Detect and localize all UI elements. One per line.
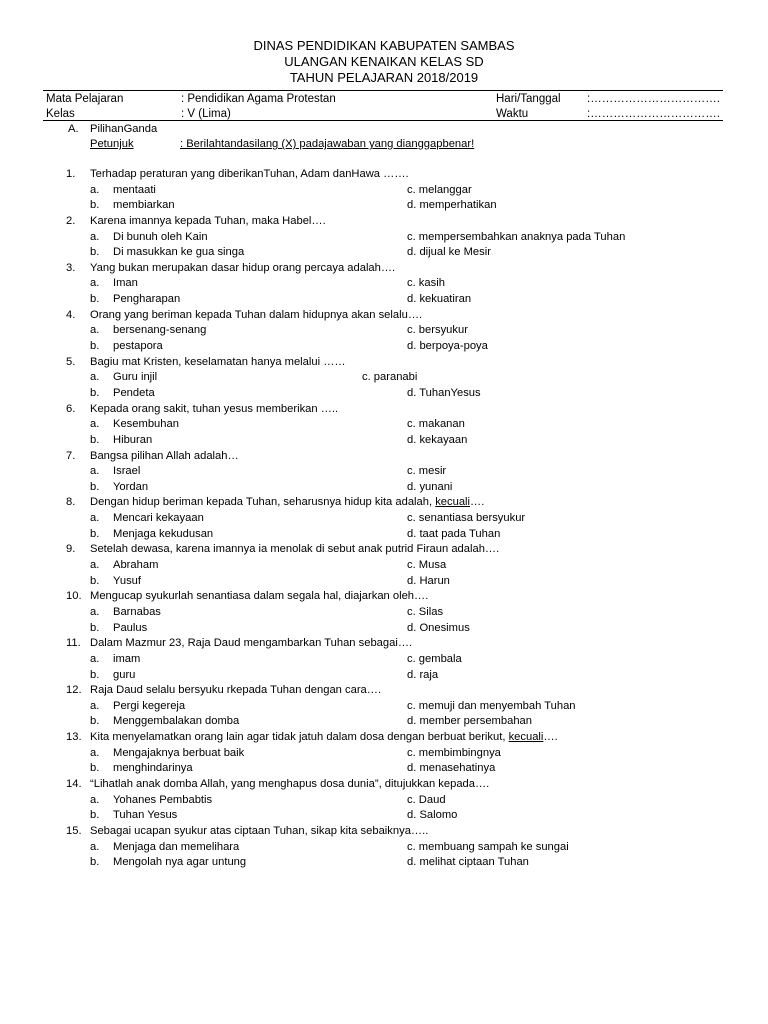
option-a: bersenang-senang [113,324,207,337]
option-row-b [0,527,768,543]
question-text-main: Dengan hidup beriman kepada Tuhan, seharusnya hidup kita adalah, [90,496,436,509]
option-row-a [0,793,768,809]
option-c: c. paranabi [362,371,418,384]
option-a: Barnabas [113,605,161,618]
option-row-b [0,339,768,355]
option-row-a [0,699,768,715]
option-letter: a. [90,465,100,478]
question-text: Karena imannya kepada Tuhan, maka Habel…. [90,214,326,227]
option-row-a [0,840,768,856]
option-row-a [0,183,768,199]
option-a: Menjaga dan memelihara [113,840,240,853]
option-a: Di bunuh oleh Kain [113,230,208,243]
question-12 [0,683,768,699]
time-value: :……………………………. [587,108,720,120]
option-a: Mengajaknya berbuat baik [113,746,245,759]
option-letter: a. [90,652,100,665]
question-text-emphasis: kecuali [508,731,544,744]
question-13 [0,730,768,746]
option-row-b [0,480,768,496]
option-letter: b. [90,621,100,634]
question-8 [0,495,768,511]
question-text: Bangsa pilihan Allah adalah… [90,449,239,462]
option-b: Mengolah nya agar untung [113,856,247,869]
question-text [90,730,558,745]
subject-value: : Pendidikan Agama Protestan [181,93,336,105]
header-year: TAHUN PELAJARAN 2018/2019 [289,70,479,85]
instruction-row [0,137,768,152]
question-11 [0,636,768,652]
question-number: 7. [66,449,76,462]
option-row-a [0,417,768,433]
document-header [0,38,768,86]
option-d: d. Salomo [407,809,458,822]
question-number: 1. [66,168,76,180]
question-text: Setelah dewasa, karena imannya ia menolak di sebut anak putrid Firaun adalah…. [90,543,500,556]
option-letter: a. [90,793,100,806]
option-row-b [0,761,768,777]
question-text-emphasis: kecuali [435,496,471,509]
option-letter: a. [90,512,100,525]
option-letter: b. [90,293,100,306]
question-number: 2. [66,214,76,227]
option-letter: b. [90,809,100,822]
option-c: c. Silas [407,605,444,618]
option-b: Menjaga kekudusan [113,527,214,540]
question-14 [0,777,768,793]
question-2 [0,214,768,230]
option-c: c. memuji dan menyembah Tuhan [407,699,576,712]
option-d: d. kekuatiran [407,293,472,306]
class-value: : V (Lima) [181,108,231,120]
option-row-a [0,511,768,527]
option-d: d. berpoya-poya [407,340,488,353]
question-text: Bagiu mat Kristen, keselamatan hanya melalui …… [90,355,346,368]
option-d: d. raja [407,668,439,681]
question-number: 15. [66,824,82,837]
option-letter: a. [90,699,100,712]
option-d: d. memperhatikan [407,199,497,212]
option-row-b [0,621,768,637]
question-list [0,167,768,871]
instruction-text: : Berilahtandasilang (X) padajawaban yang dianggapbenar! [180,138,475,150]
option-d: d. melihat ciptaan Tuhan [407,856,529,869]
section-heading [0,122,768,137]
option-d: d. member persembahan [407,715,532,728]
question-9 [0,542,768,558]
header-agency: DINAS PENDIDIKAN KABUPATEN SAMBAS [253,38,515,53]
option-letter: a. [90,746,100,759]
question-number: 13. [66,731,82,744]
option-a: mentaati [113,183,156,196]
question-number: 14. [66,777,82,790]
option-letter: b. [90,199,100,212]
day-label: Hari/Tanggal [496,93,561,105]
question-number: 6. [66,402,76,415]
question-7 [0,449,768,465]
option-c: c. senantiasa bersyukur [407,512,526,525]
option-b: Tuhan Yesus [113,809,178,822]
question-number: 8. [66,496,76,509]
option-b: Pendeta [113,386,155,399]
option-row-b [0,714,768,730]
option-b: membiarkan [113,199,175,212]
header-exam-title: ULANGAN KENAIKAN KELAS SD [284,54,484,69]
option-row-a [0,746,768,762]
question-text-ellipsis: …. [470,496,485,509]
option-b: Yordan [113,480,149,493]
option-a: Abraham [113,559,159,572]
question-number: 11. [66,637,81,650]
option-b: Yusuf [113,574,141,587]
option-d: d. kekayaan [407,433,468,446]
question-text [90,495,484,510]
option-letter: a. [90,183,100,196]
option-row-b [0,433,768,449]
class-label: Kelas [46,108,75,120]
option-a: Guru injil [113,371,158,384]
info-bottom-rule [43,120,723,121]
option-d: d. Harun [407,574,450,587]
subject-label: Mata Pelajaran [46,93,124,105]
option-letter: b. [90,527,100,540]
option-b: Paulus [113,621,148,634]
option-c: c. membuang sampah ke sungai [407,840,569,853]
option-row-a [0,323,768,339]
option-b: Menggembalakan domba [113,715,240,728]
day-value: :……………………………. [587,93,720,105]
question-number: 4. [66,308,76,321]
option-c: c. melanggar [407,183,472,196]
option-a: Iman [113,277,138,290]
option-b: menghindarinya [113,762,193,775]
option-c: c. membimbingnya [407,746,501,759]
question-text: Raja Daud selalu bersyuku rkepada Tuhan dengan cara…. [90,684,382,697]
question-6 [0,402,768,418]
option-letter: b. [90,433,100,446]
option-c: c. mesir [407,465,447,478]
option-row-b [0,855,768,871]
question-number: 5. [66,355,76,368]
option-letter: a. [90,324,100,337]
option-a: Israel [113,465,141,478]
option-b: guru [113,668,136,681]
option-c: c. Musa [407,559,447,572]
option-a: Mencari kekayaan [113,512,204,525]
option-letter: b. [90,246,100,259]
question-number: 10. [66,590,82,603]
top-rule [43,90,723,91]
question-text-ellipsis: …. [543,731,558,744]
question-text: “Lihatlah anak domba Allah, yang menghapus dosa dunia”, ditujukkan kepada…. [90,777,490,790]
question-number: 12. [66,684,82,697]
option-row-b [0,292,768,308]
option-letter: b. [90,856,100,869]
option-a: Yohanes Pembabtis [113,793,213,806]
option-letter: a. [90,605,100,618]
option-letter: b. [90,480,100,493]
question-text: Yang bukan merupakan dasar hidup orang percaya adalah…. [90,261,396,274]
option-c: c. kasih [407,277,445,290]
option-letter: b. [90,715,100,728]
option-d: d. taat pada Tuhan [407,527,501,540]
option-d: d. Onesimus [407,621,470,634]
question-1 [0,167,768,183]
option-c: c. gembala [407,652,462,665]
option-letter: b. [90,762,100,775]
option-row-a [0,230,768,246]
option-d: d. TuhanYesus [407,386,481,399]
question-10 [0,589,768,605]
option-letter: a. [90,559,100,572]
option-row-b [0,808,768,824]
question-text: Terhadap peraturan yang diberikanTuhan, Adam danHawa ……. [90,168,409,180]
exam-info [43,92,723,122]
option-a: Kesembuhan [113,418,179,431]
question-number: 9. [66,543,76,556]
question-15 [0,824,768,840]
option-row-a [0,652,768,668]
option-row-b [0,198,768,214]
option-d: d. dijual ke Mesir [407,246,491,259]
option-d: d. menasehatinya [407,762,496,775]
question-text: Kepada orang sakit, tuhan yesus memberikan ….. [90,402,339,415]
instruction-label: Petunjuk [90,138,134,150]
option-c: c. bersyukur [407,324,468,337]
option-row-a [0,558,768,574]
question-text: Orang yang beriman kepada Tuhan dalam hidupnya akan selalu…. [90,308,423,321]
option-row-a [0,276,768,292]
option-letter: b. [90,340,100,353]
section-title: PilihanGanda [90,123,158,135]
section-letter: A. [68,123,79,135]
question-5 [0,355,768,371]
question-text: Sebagai ucapan syukur atas ciptaan Tuhan, sikap kita sebaiknya….. [90,824,429,837]
option-letter: a. [90,371,100,384]
option-b: pestapora [113,340,163,353]
question-number: 3. [66,261,76,274]
info-row-subject [43,92,723,107]
question-text: Mengucap syukurlah senantiasa dalam segala hal, diajarkan oleh…. [90,590,429,603]
question-4 [0,308,768,324]
time-label: Waktu [496,108,529,120]
option-b: Hiburan [113,433,153,446]
option-d: d. yunani [407,480,453,493]
option-letter: a. [90,230,100,243]
option-row-a [0,464,768,480]
section-a [0,122,768,152]
option-letter: a. [90,840,100,853]
option-c: c. makanan [407,418,465,431]
option-row-a [0,370,768,386]
option-row-b [0,668,768,684]
option-c: c. mempersembahkan anaknya pada Tuhan [407,230,626,243]
option-row-b [0,386,768,402]
option-c: c. Daud [407,793,446,806]
option-b: Di masukkan ke gua singa [113,246,245,259]
option-letter: b. [90,668,100,681]
option-row-b [0,574,768,590]
question-text-main: Kita menyelamatkan orang lain agar tidak jatuh dalam dosa dengan berbuat berikut, [90,731,509,744]
option-letter: b. [90,574,100,587]
option-letter: a. [90,277,100,290]
option-letter: a. [90,418,100,431]
option-b: Pengharapan [113,293,181,306]
option-row-a [0,605,768,621]
option-a: imam [113,652,141,665]
option-a: Pergi kegereja [113,699,186,712]
question-3 [0,261,768,277]
question-text: Dalam Mazmur 23, Raja Daud mengambarkan Tuhan sebagai…. [90,637,413,650]
option-letter: b. [90,386,100,399]
option-row-b [0,245,768,261]
